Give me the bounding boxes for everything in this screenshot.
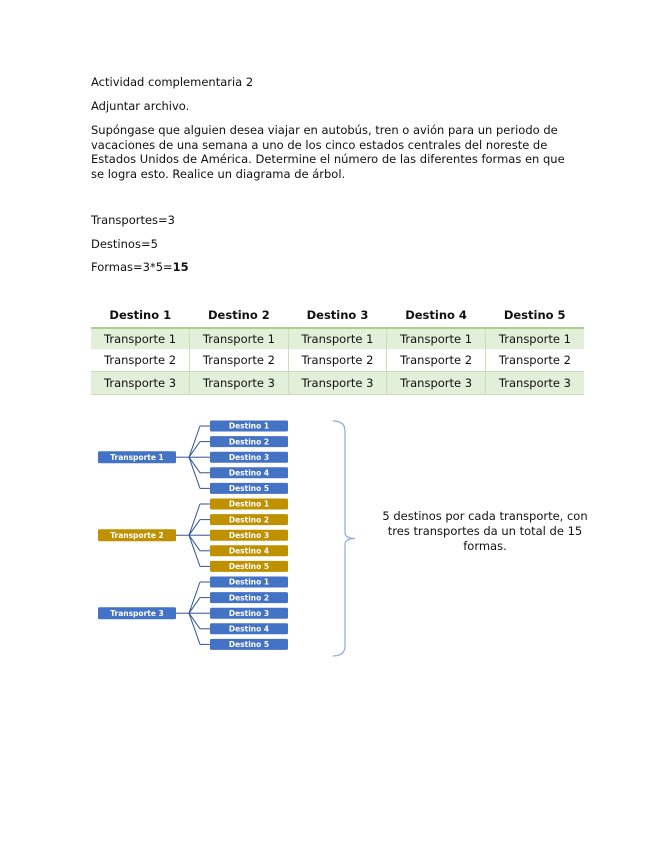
destination-node-label: Destino 1 bbox=[228, 421, 270, 431]
destination-node bbox=[210, 467, 288, 478]
destination-node-label: Destino 2 bbox=[228, 593, 270, 603]
table-cell: Transporte 3 bbox=[288, 372, 387, 395]
destination-node bbox=[210, 623, 288, 634]
table-header: Destino 5 bbox=[485, 303, 584, 328]
transport-node bbox=[98, 529, 176, 541]
tree-connector bbox=[189, 598, 200, 614]
right-brace bbox=[333, 421, 355, 656]
tree-connector bbox=[189, 582, 200, 613]
tree-connector bbox=[189, 520, 200, 536]
problem-statement: Supóngase que alguien desea viajar en autobús, tren o avión para un periodo de vacaciones de una semana a uno de los cinco estados centrales del noreste de Estados Unidos de América. Determine el número de las diferentes formas en que se logra esto. Realice un diagrama de árbol. bbox=[91, 123, 565, 181]
table-cell: Transporte 3 bbox=[485, 372, 584, 395]
destination-node-label: Destino 3 bbox=[228, 452, 270, 462]
destination-node bbox=[210, 592, 288, 603]
activity-title: Actividad complementaria 2 bbox=[91, 75, 254, 89]
destination-node-label: Destino 3 bbox=[228, 608, 270, 618]
destination-node bbox=[210, 530, 288, 541]
destination-node bbox=[210, 514, 288, 525]
tree-connector bbox=[189, 457, 200, 473]
destination-node bbox=[210, 436, 288, 447]
tree-connector bbox=[189, 504, 200, 535]
destination-node-label: Destino 1 bbox=[228, 499, 270, 509]
transport-node bbox=[98, 451, 176, 463]
tree-connector bbox=[189, 457, 200, 488]
destination-node-label: Destino 2 bbox=[228, 437, 270, 447]
table-header: Destino 1 bbox=[91, 303, 190, 328]
transportes-count: Transportes=3 bbox=[91, 213, 175, 227]
table-cell: Transporte 2 bbox=[91, 349, 190, 372]
destination-node-label: Destino 5 bbox=[228, 562, 270, 572]
transport-node-label: Transporte 1 bbox=[110, 452, 164, 462]
table-cell: Transporte 3 bbox=[190, 372, 289, 395]
formas-prefix: Formas=3*5= bbox=[91, 260, 173, 274]
tree-connector bbox=[189, 535, 200, 551]
destination-node bbox=[210, 577, 288, 588]
destination-node bbox=[210, 421, 288, 432]
destination-node-label: Destino 5 bbox=[228, 640, 270, 650]
destination-node-label: Destino 4 bbox=[228, 546, 270, 556]
transport-node-label: Transporte 3 bbox=[110, 608, 164, 618]
destination-node-label: Destino 3 bbox=[228, 530, 270, 540]
table-cell: Transporte 3 bbox=[387, 372, 486, 395]
tree-connector bbox=[189, 442, 200, 458]
destination-node-label: Destino 1 bbox=[228, 577, 270, 587]
destination-node-label: Destino 5 bbox=[228, 484, 270, 494]
destination-node-label: Destino 2 bbox=[228, 515, 270, 525]
destination-node bbox=[210, 452, 288, 463]
tree-summary: 5 destinos por cada transporte, con tres transportes da un total de 15 formas. bbox=[382, 509, 588, 553]
destination-node bbox=[210, 499, 288, 510]
destination-node bbox=[210, 483, 288, 494]
destination-node-label: Destino 4 bbox=[228, 624, 270, 634]
table-cell: Transporte 2 bbox=[190, 349, 289, 372]
table-cell: Transporte 2 bbox=[288, 349, 387, 372]
table-cell: Transporte 2 bbox=[485, 349, 584, 372]
attach-instruction: Adjuntar archivo. bbox=[91, 99, 190, 113]
destination-node bbox=[210, 639, 288, 650]
table-header: Destino 4 bbox=[387, 303, 486, 328]
tree-connector bbox=[189, 613, 200, 644]
table-header: Destino 3 bbox=[288, 303, 387, 328]
table-cell: Transporte 1 bbox=[91, 328, 190, 349]
transport-node bbox=[98, 607, 176, 619]
table-cell: Transporte 1 bbox=[387, 328, 486, 349]
table-header: Destino 2 bbox=[190, 303, 289, 328]
tree-connector bbox=[189, 426, 200, 457]
tree-connector bbox=[189, 613, 200, 629]
table-cell: Transporte 2 bbox=[387, 349, 486, 372]
tree-connector bbox=[189, 535, 200, 566]
table-cell: Transporte 1 bbox=[190, 328, 289, 349]
table-cell: Transporte 1 bbox=[485, 328, 584, 349]
destination-node bbox=[210, 561, 288, 572]
table-cell: Transporte 1 bbox=[288, 328, 387, 349]
destinos-count: Destinos=5 bbox=[91, 237, 158, 251]
formas-result: 15 bbox=[172, 260, 189, 274]
destination-node-label: Destino 4 bbox=[228, 468, 270, 478]
table-cell: Transporte 3 bbox=[91, 372, 190, 395]
transport-node-label: Transporte 2 bbox=[110, 530, 164, 540]
destination-node bbox=[210, 545, 288, 556]
destination-node bbox=[210, 608, 288, 619]
